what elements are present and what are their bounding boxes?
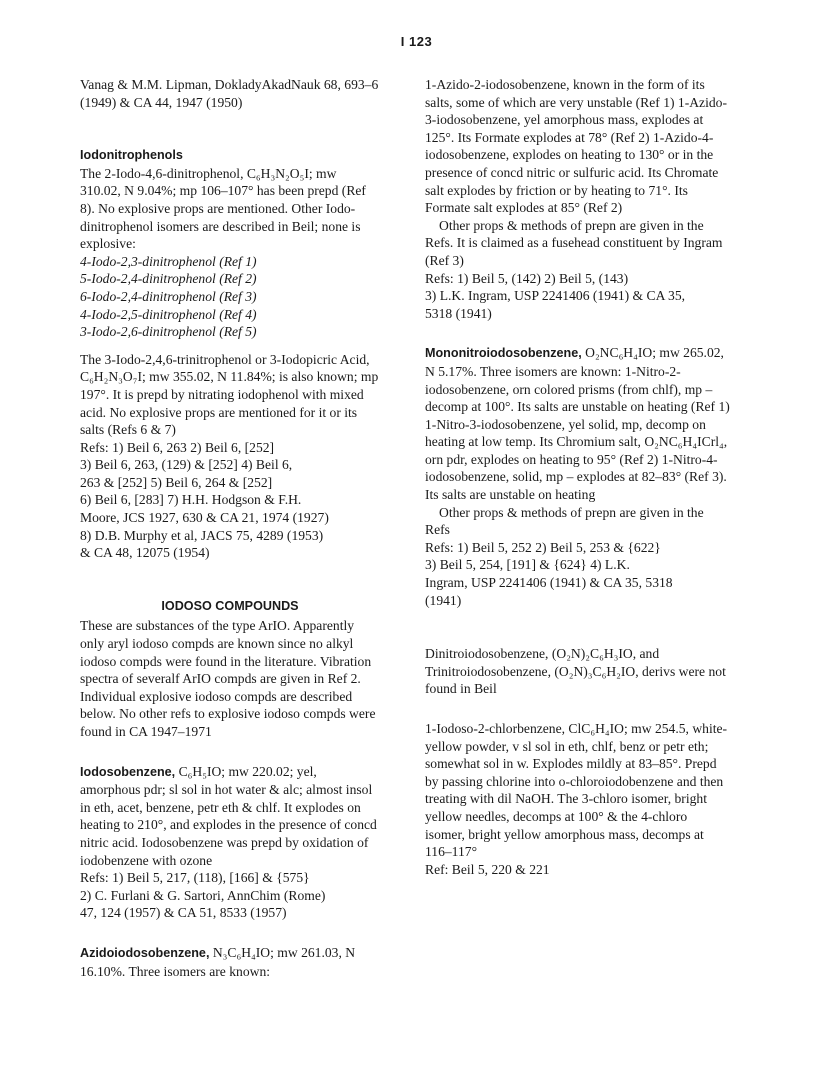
reference-line: 8) D.B. Murphy et al, JACS 75, 4289 (1953) [80,527,324,543]
iodosobenzene-paragraph [80,763,380,870]
reference-line: 6) Beil 6, [283] 7) H.H. Hodgson & F.H. [80,492,302,508]
page-number: I 123 [400,34,433,49]
isomer-line: 3-Iodo-2,6-dinitrophenol (Ref 5) [80,324,257,340]
references-iodosobenzene [80,869,380,922]
isomer-line: 4-Iodo-2,5-dinitrophenol (Ref 4) [80,306,257,322]
iodosobenzene-body: C₆H₅IO; mw 220.02; yel, amorphous pdr; sl sol in hot water & alc; almost insol in eth, acet, benzene, petr eth & chlf. It explodes on heating to 210°, and explodes in the presence of concd nitric acid. Iodosobenzene was prepd by oxidation of iodobenzene with ozone [80,763,377,868]
reference-line: 3) L.K. Ingram, USP 2241406 (1941) & CA 35, [425,288,686,304]
reference-line: Refs: 1) Beil 6, 263 2) Beil 6, [252] [80,439,275,455]
reference-line: Refs: 1) Beil 5, (142) 2) Beil 5, (143) [425,270,629,286]
reference-line: 47, 124 (1957) & CA 51, 8533 (1957) [80,905,287,921]
right-column [425,76,730,878]
references-iodonitrophenols [80,439,380,562]
reference-line: Moore, JCS 1927, 630 & CA 21, 1974 (1927) [80,510,329,526]
iodoso-chlorbenzene-paragraph: 1-Iodoso-2-chlorbenzene, ClC₆H₄IO; mw 254.5, white-yellow powder, v sl sol in eth, chlf, benz or petr eth; somewhat sol in w. Explodes mildly at 83–85°. Prepd by passing chlorine into o-chloroiodobenzene and then treating with dil NaOH. The 3-chloro isomer, bright yellow needles, decomps at 100° & the 4-chloro isomer, bright yellow amorphous mass, decomps at 116–117° [425,721,728,860]
iodonitrophenols-body: The 2-Iodo-4,6-dinitrophenol, C₆H₃N₂O₅I; mw 310.02, N 9.04%; mp 106–107° has been prepd (Ref 8). No explosive props are mentioned. Other Iodo-dinitrophenol isomers are described in Beil; none is explosive: [80,165,366,252]
section-heading-iodoso-compounds: IODOSO COMPOUNDS [161,598,299,613]
reference-line: 5318 (1941) [425,305,492,321]
reference-line: Ingram, USP 2241406 (1941) & CA 35, 5318 [425,575,673,591]
intro-paragraph: Vanag & M.M. Lipman, DokladyAkadNauk 68, 693–6 (1949) & CA 44, 1947 (1950) [80,77,379,110]
iodoso-body: These are substances of the type ArIO. Apparently only aryl iodoso compds are known since no alkyl iodoso compds were found in the literature. Vibration spectra of severalf ArIO compds are given in Ref 2. Individual explosive iodoso compds are described below. No other refs to explosive iodoso compds were found in CA 1947–1971 [80,618,376,739]
section-heading-iodonitrophenols: Iodonitrophenols [80,148,183,163]
isomer-line: 5-Iodo-2,4-dinitrophenol (Ref 2) [80,271,257,287]
dinitro-paragraph: Dinitroiodosobenzene, (O₂N)₂C₆H₃IO, and Trinitroiodosobenzene, (O₂N)₃C₆H₂IO, derivs were not found in Beil [425,646,726,697]
reference-line: & CA 48, 12075 (1954) [80,545,210,561]
reference-line: Ref: Beil 5, 220 & 221 [425,861,550,877]
reference-line: 2) C. Furlani & G. Sartori, AnnChim (Rome) [80,887,326,903]
isomer-line: 6-Iodo-2,4-dinitrophenol (Ref 3) [80,288,257,304]
entry-heading-iodosobenzene: Iodosobenzene, [80,764,176,779]
reference-line: 263 & [252] 5) Beil 6, 264 & [252] [80,474,273,490]
mononitro-other-paragraph: Other props & methods of prepn are given in the Refs [425,504,704,538]
references-azido [425,270,730,323]
mononitro-body: O₂NC₆H₄IO; mw 265.02, N 5.17%. Three isomers are known: 1-Nitro-2-iodosobenzene, orn colored prisms (from chlf), mp – decomp at 100°. Its salts are unstable on heating (Ref 1) 1-Nitro-3-iodosobenzene, yel solid, mp, decomp on heating at low temp. Its Chromium salt, O₂NC₆H₄ICrl₄, orn pdr, explodes on heating to 95° (Ref 2) 1-Nitro-4-iodosobenzene, solid, mp – explodes at 82–83° (Ref 3). Its salts are unstable on heating [425,345,730,503]
azidoiodosobenzene-body: N₃C₆H₄IO; mw 261.03, N 16.10%. Three isomers are known: [80,944,356,979]
reference-line: 3) Beil 6, 263, (129) & [252] 4) Beil 6, [80,457,293,473]
mononitro-paragraph [425,344,730,503]
azido-isomers-paragraph: 1-Azido-2-iodosobenzene, known in the form of its salts, some of which are very unstable (Ref 1) 1-Azido-3-iodosobenzene, yel amorphous mass, explodes at 125°. Its Formate explodes at 78° (Ref 2) 1-Azido-4-iodosobenzene, explodes on heating to 130° or in the presence of concd nitric or sulfuric acid. Its Chromate salt explodes by friction or by heating to 71°. Its Formate salt explodes at 85° (Ref 2) [425,77,727,216]
left-column [80,76,380,980]
iodopicric-paragraph: The 3-Iodo-2,4,6-trinitrophenol or 3-Iodopicric Acid, C₆H₂N₃O₇I; mw 355.02, N 11.84%; is also known; mp 197°. It is prepd by nitrating iodophenol with mixed acid. No explosive props are mentioned for it or its salts (Refs 6 & 7) [80,351,379,438]
reference-line: 3) Beil 5, 254, [191] & {624} 4) L.K. [425,557,630,573]
reference-line: Refs: 1) Beil 5, 252 2) Beil 5, 253 & {622} [425,539,661,555]
entry-heading-mononitroiodosobenzene: Mononitroiodosobenzene, [425,346,582,361]
azidoiodosobenzene-paragraph [80,944,380,980]
entry-heading-azidoiodosobenzene: Azidoiodosobenzene, [80,945,210,960]
reference-line: Refs: 1) Beil 5, 217, (118), [166] & {575} [80,870,310,886]
reference-line: (1941) [425,592,462,608]
isomer-line: 4-Iodo-2,3-dinitrophenol (Ref 1) [80,253,257,269]
azido-other-paragraph: Other props & methods of prepn are given in the Refs. It is claimed as a fusehead constituent by Ingram (Ref 3) [425,217,723,268]
references-mononitro [425,539,730,609]
